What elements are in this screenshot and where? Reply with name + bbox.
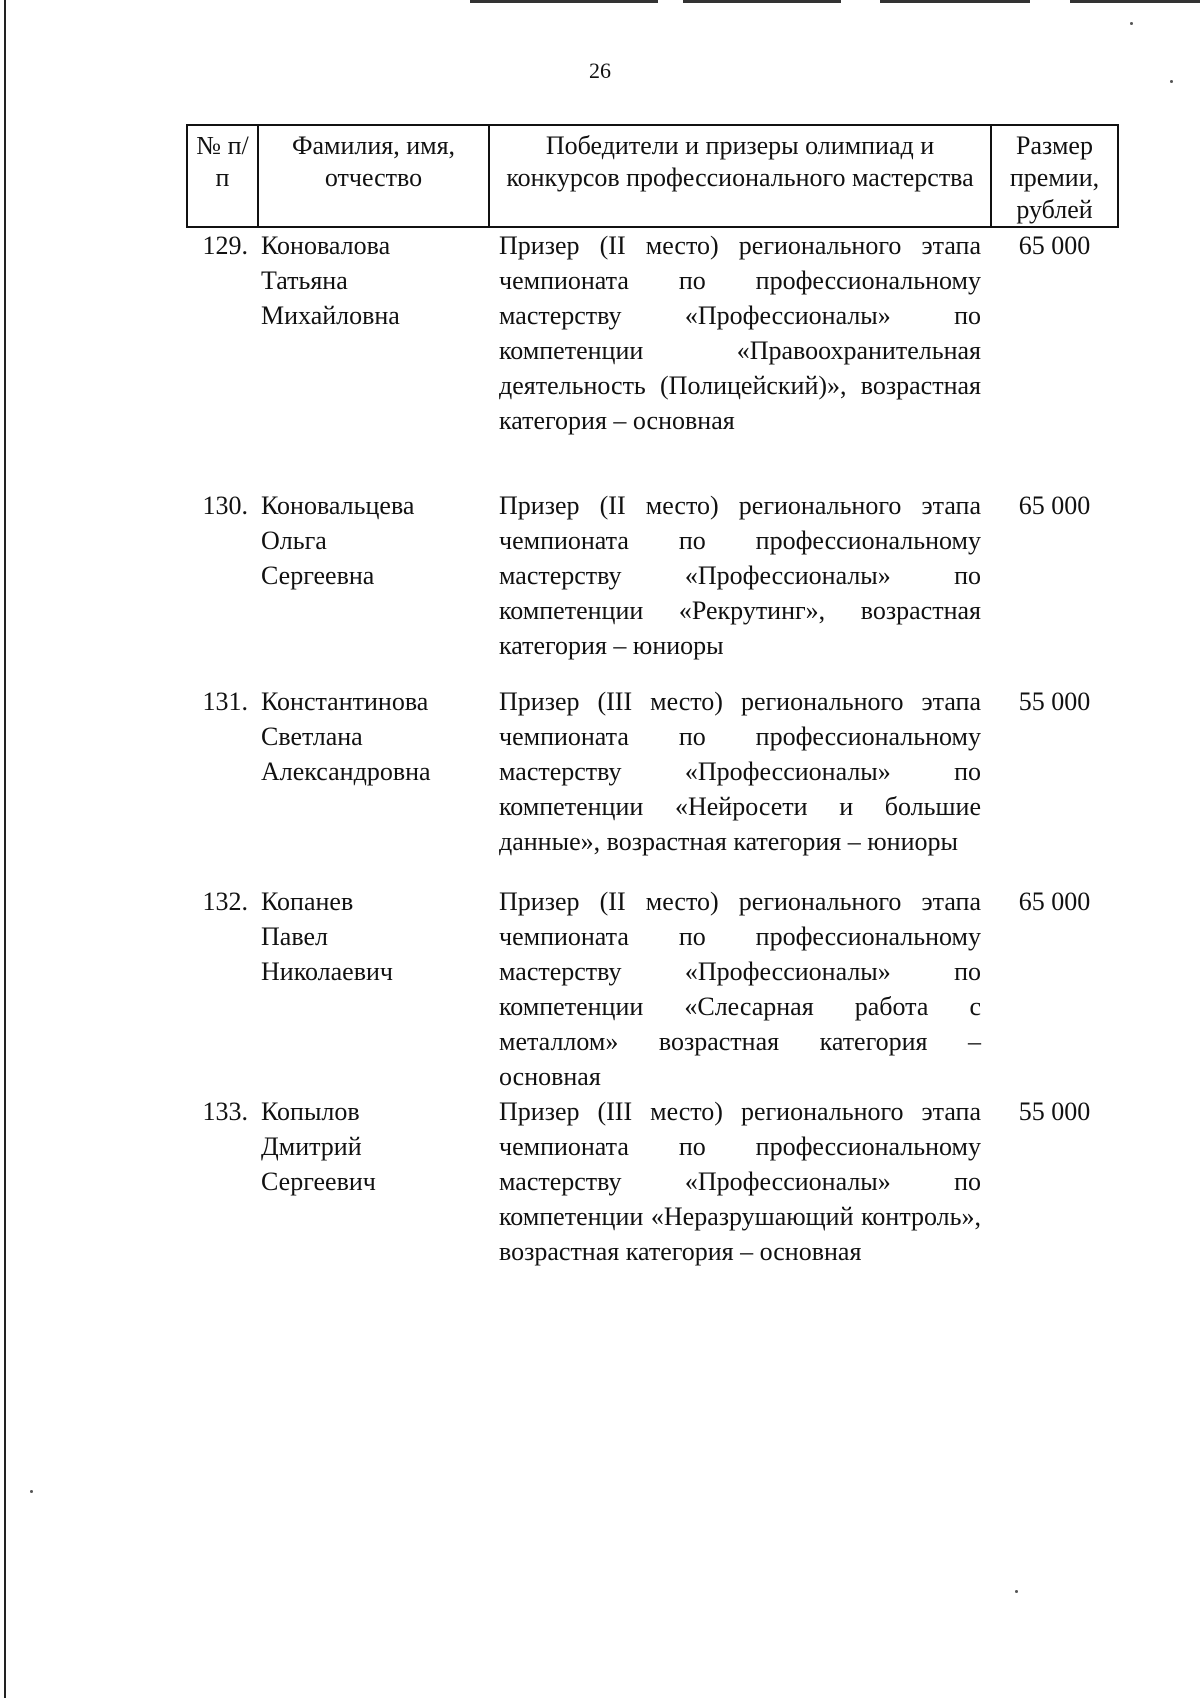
row-first-name: Ольга <box>261 526 327 555</box>
row-achievement: Призер (III место) регионального этапа чемпионата по профессиональному мастерству «Профессионалы» по компетенции «Нейросети и большие данные», возрастная категория – юниоры <box>499 687 981 856</box>
row-prize: 55 000 <box>1018 1097 1091 1126</box>
awards-table <box>186 124 1119 1314</box>
row-first-name: Павел <box>261 922 328 951</box>
row-patronymic: Николаевич <box>261 957 393 986</box>
row-first-name: Дмитрий <box>261 1132 362 1161</box>
row-full-name <box>258 684 489 884</box>
scan-speck <box>1015 1590 1018 1593</box>
table-row <box>187 227 1118 488</box>
row-patronymic: Сергеевна <box>261 561 375 590</box>
row-achievement: Призер (II место) регионального этапа чемпионата по профессиональному мастерству «Профессионалы» по компетенции «Слесарная работа с металлом» возрастная категория – основная <box>499 887 981 1091</box>
scan-top-line <box>880 0 1030 3</box>
row-achievement: Призер (II место) регионального этапа чемпионата по профессиональному мастерству «Профессионалы» по компетенции «Правоохранительная деятельность (Полицейский)», возрастная категория – основная <box>499 231 981 435</box>
scan-top-line <box>1070 0 1200 3</box>
row-prize: 65 000 <box>1018 887 1091 916</box>
header-full-name: Фамилия, имя, отчество <box>258 125 489 227</box>
row-full-name <box>258 227 489 488</box>
header-number: № п/п <box>187 125 258 227</box>
row-prize: 65 000 <box>1018 231 1091 260</box>
scan-left-edge <box>4 0 6 1698</box>
scan-top-line <box>683 0 841 3</box>
row-surname: Копылов <box>261 1097 360 1126</box>
table-row <box>187 884 1118 1094</box>
scan-speck <box>30 1490 33 1493</box>
row-number: 129. <box>202 231 248 260</box>
row-first-name: Светлана <box>261 722 363 751</box>
scan-speck <box>1130 22 1133 25</box>
row-surname: Копанев <box>261 887 354 916</box>
row-full-name <box>258 884 489 1094</box>
table-header-row <box>187 125 1118 227</box>
header-achievement: Победители и призеры олимпиад и конкурсов профессионального мастерства <box>489 125 991 227</box>
scan-top-line <box>470 0 658 3</box>
header-prize-amount: Размер премии, рублей <box>991 125 1118 227</box>
table-row <box>187 488 1118 684</box>
table-row <box>187 684 1118 884</box>
row-full-name <box>258 488 489 684</box>
row-surname: Коновальцева <box>261 491 415 520</box>
row-prize: 65 000 <box>1018 491 1091 520</box>
row-patronymic: Александровна <box>261 757 431 786</box>
row-number: 131. <box>202 687 248 716</box>
row-first-name: Татьяна <box>261 266 348 295</box>
row-surname: Коновалова <box>261 231 391 260</box>
row-prize: 55 000 <box>1018 687 1091 716</box>
row-achievement: Призер (III место) регионального этапа чемпионата по профессиональному мастерству «Профессионалы» по компетенции «Неразрушающий контроль», возрастная категория – основная <box>499 1097 981 1266</box>
row-patronymic: Михайловна <box>261 301 400 330</box>
row-number: 133. <box>202 1097 248 1126</box>
table-row <box>187 1094 1118 1314</box>
row-full-name <box>258 1094 489 1314</box>
page-number: 26 <box>589 58 611 83</box>
row-surname: Константинова <box>261 687 429 716</box>
row-patronymic: Сергеевич <box>261 1167 376 1196</box>
row-number: 130. <box>202 491 248 520</box>
row-number: 132. <box>202 887 248 916</box>
row-achievement: Призер (II место) регионального этапа чемпионата по профессиональному мастерству «Профессионалы» по компетенции «Рекрутинг», возрастная категория – юниоры <box>499 491 981 660</box>
